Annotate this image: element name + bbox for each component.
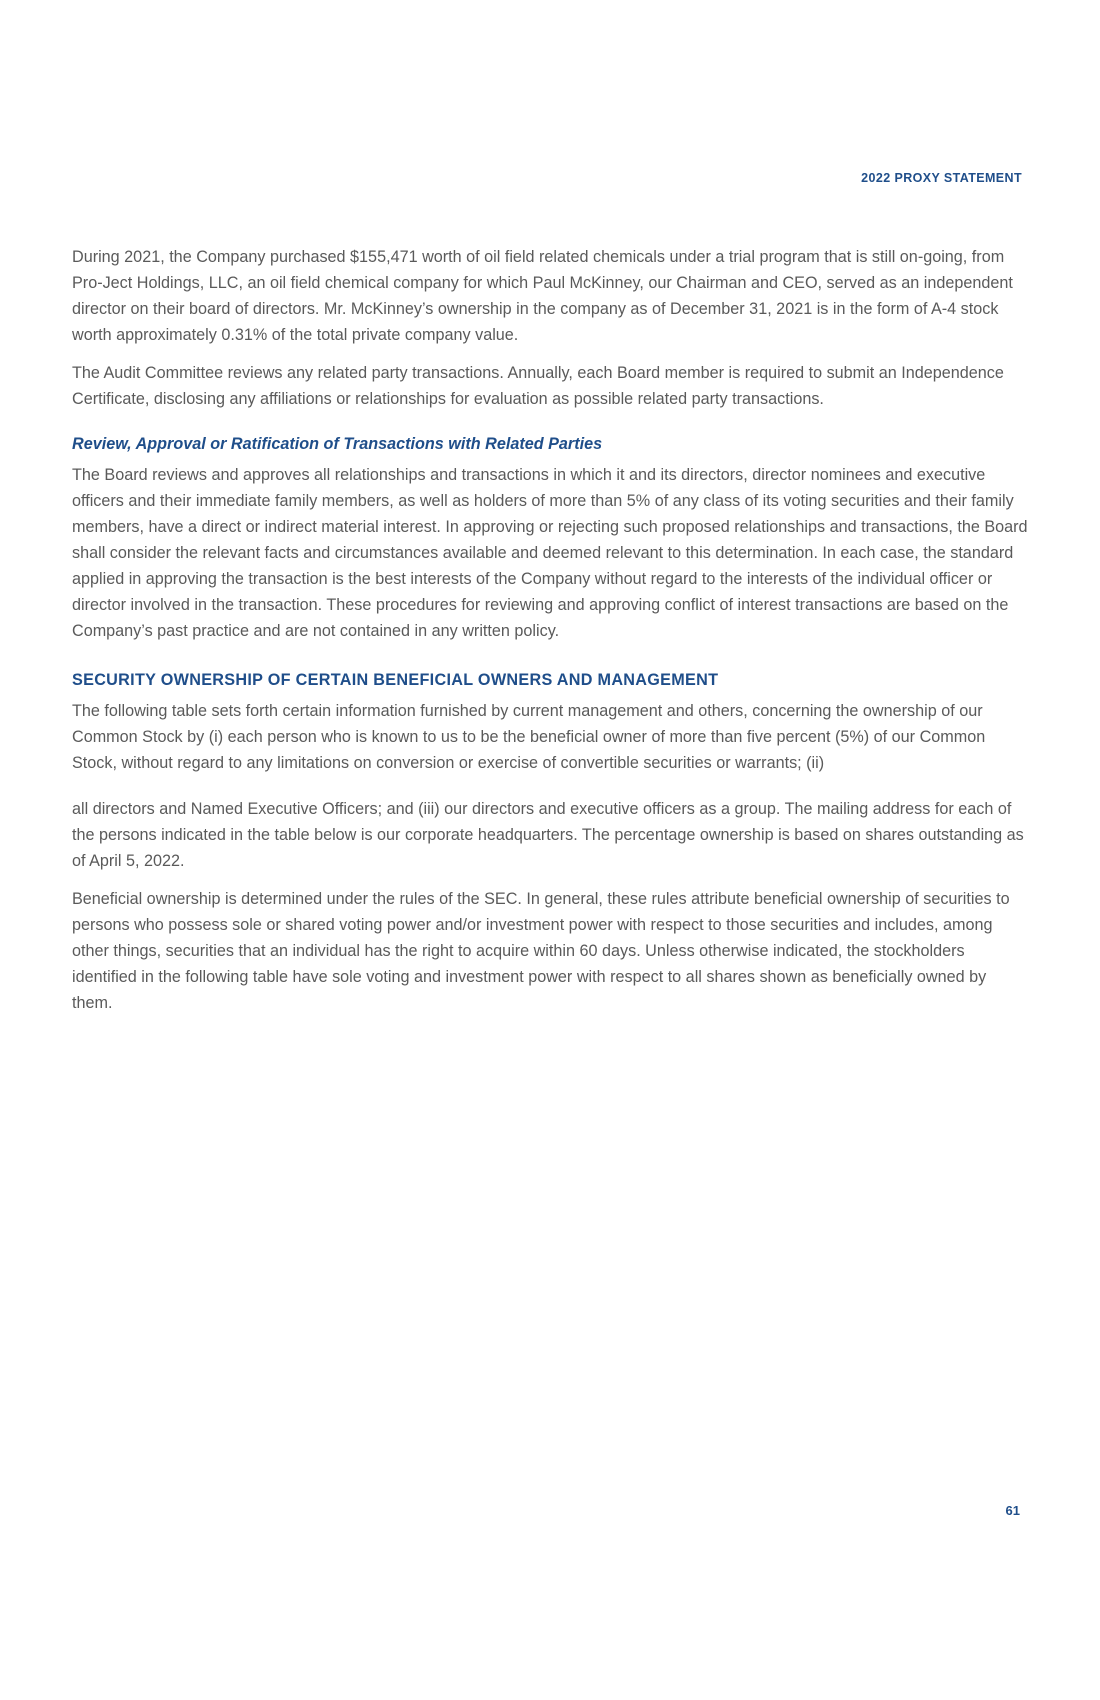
page-number: 61	[1005, 1503, 1020, 1518]
running-header-title: 2022 PROXY STATEMENT	[861, 171, 1022, 185]
paragraph-audit-committee: The Audit Committee reviews any related party transactions. Annually, each Board member is required to submit an Independence Certificate, disclosing any affiliations or relationships for evaluation as possible related party transactions.	[72, 364, 1004, 408]
paragraph-beneficial-ownership: Beneficial ownership is determined under the rules of the SEC. In general, these rules attribute beneficial ownership of securities to persons who possess sole or shared voting power and/or investment power with respect to those securities and includes, among other things, securities that an individual has the right to acquire within 60 days. Unless otherwise indicated, the stockholders identified in the following table have sole voting and investment power with respect to all shares shown as beneficially owned by them.	[72, 890, 1010, 1012]
paragraph-directors-officers: all directors and Named Executive Officers; and (iii) our directors and executive officers as a group. The mailing address for each of the persons indicated in the table below is our corporate headquarters. The percentage ownership is based on shares outstanding as of April 5, 2022.	[72, 800, 1024, 870]
page-content	[72, 244, 1030, 1028]
paragraph-board-review: The Board reviews and approves all relationships and transactions in which it and its directors, director nominees and executive officers and their immediate family members, as well as holders of more than 5% of any class of its voting securities and their family members, have a direct or indirect material interest. In approving or rejecting such proposed relationships and transactions, the Board shall consider the relevant facts and circumstances available and deemed relevant to this determination. In each case, the standard applied in approving the transaction is the best interests of the Company without regard to the interests of the individual officer or director involved in the transaction. These procedures for reviewing and approving conflict of interest transactions are based on the Company’s past practice and are not contained in any written policy.	[72, 466, 1028, 640]
subheading-review-approval: Review, Approval or Ratification of Transactions with Related Parties	[72, 435, 603, 453]
paragraph-related-party-purchase: During 2021, the Company purchased $155,471 worth of oil field related chemicals under a trial program that is still on-going, from Pro-Ject Holdings, LLC, an oil field chemical company for which Paul McKinney, our Chairman and CEO, served as an independent director on their board of directors. Mr. McKinney’s ownership in the company as of December 31, 2021 is in the form of A-4 stock worth approximately 0.31% of the total private company value.	[72, 248, 1013, 344]
paragraph-table-description: The following table sets forth certain information furnished by current management and others, concerning the ownership of our Common Stock by (i) each person who is known to us to be the beneficial owner of more than five percent (5%) of our Common Stock, without regard to any limitations on conversion or exercise of convertible securities or warrants; (ii)	[72, 702, 986, 772]
section-heading-security-ownership: SECURITY OWNERSHIP OF CERTAIN BENEFICIAL OWNERS AND MANAGEMENT	[72, 671, 719, 689]
